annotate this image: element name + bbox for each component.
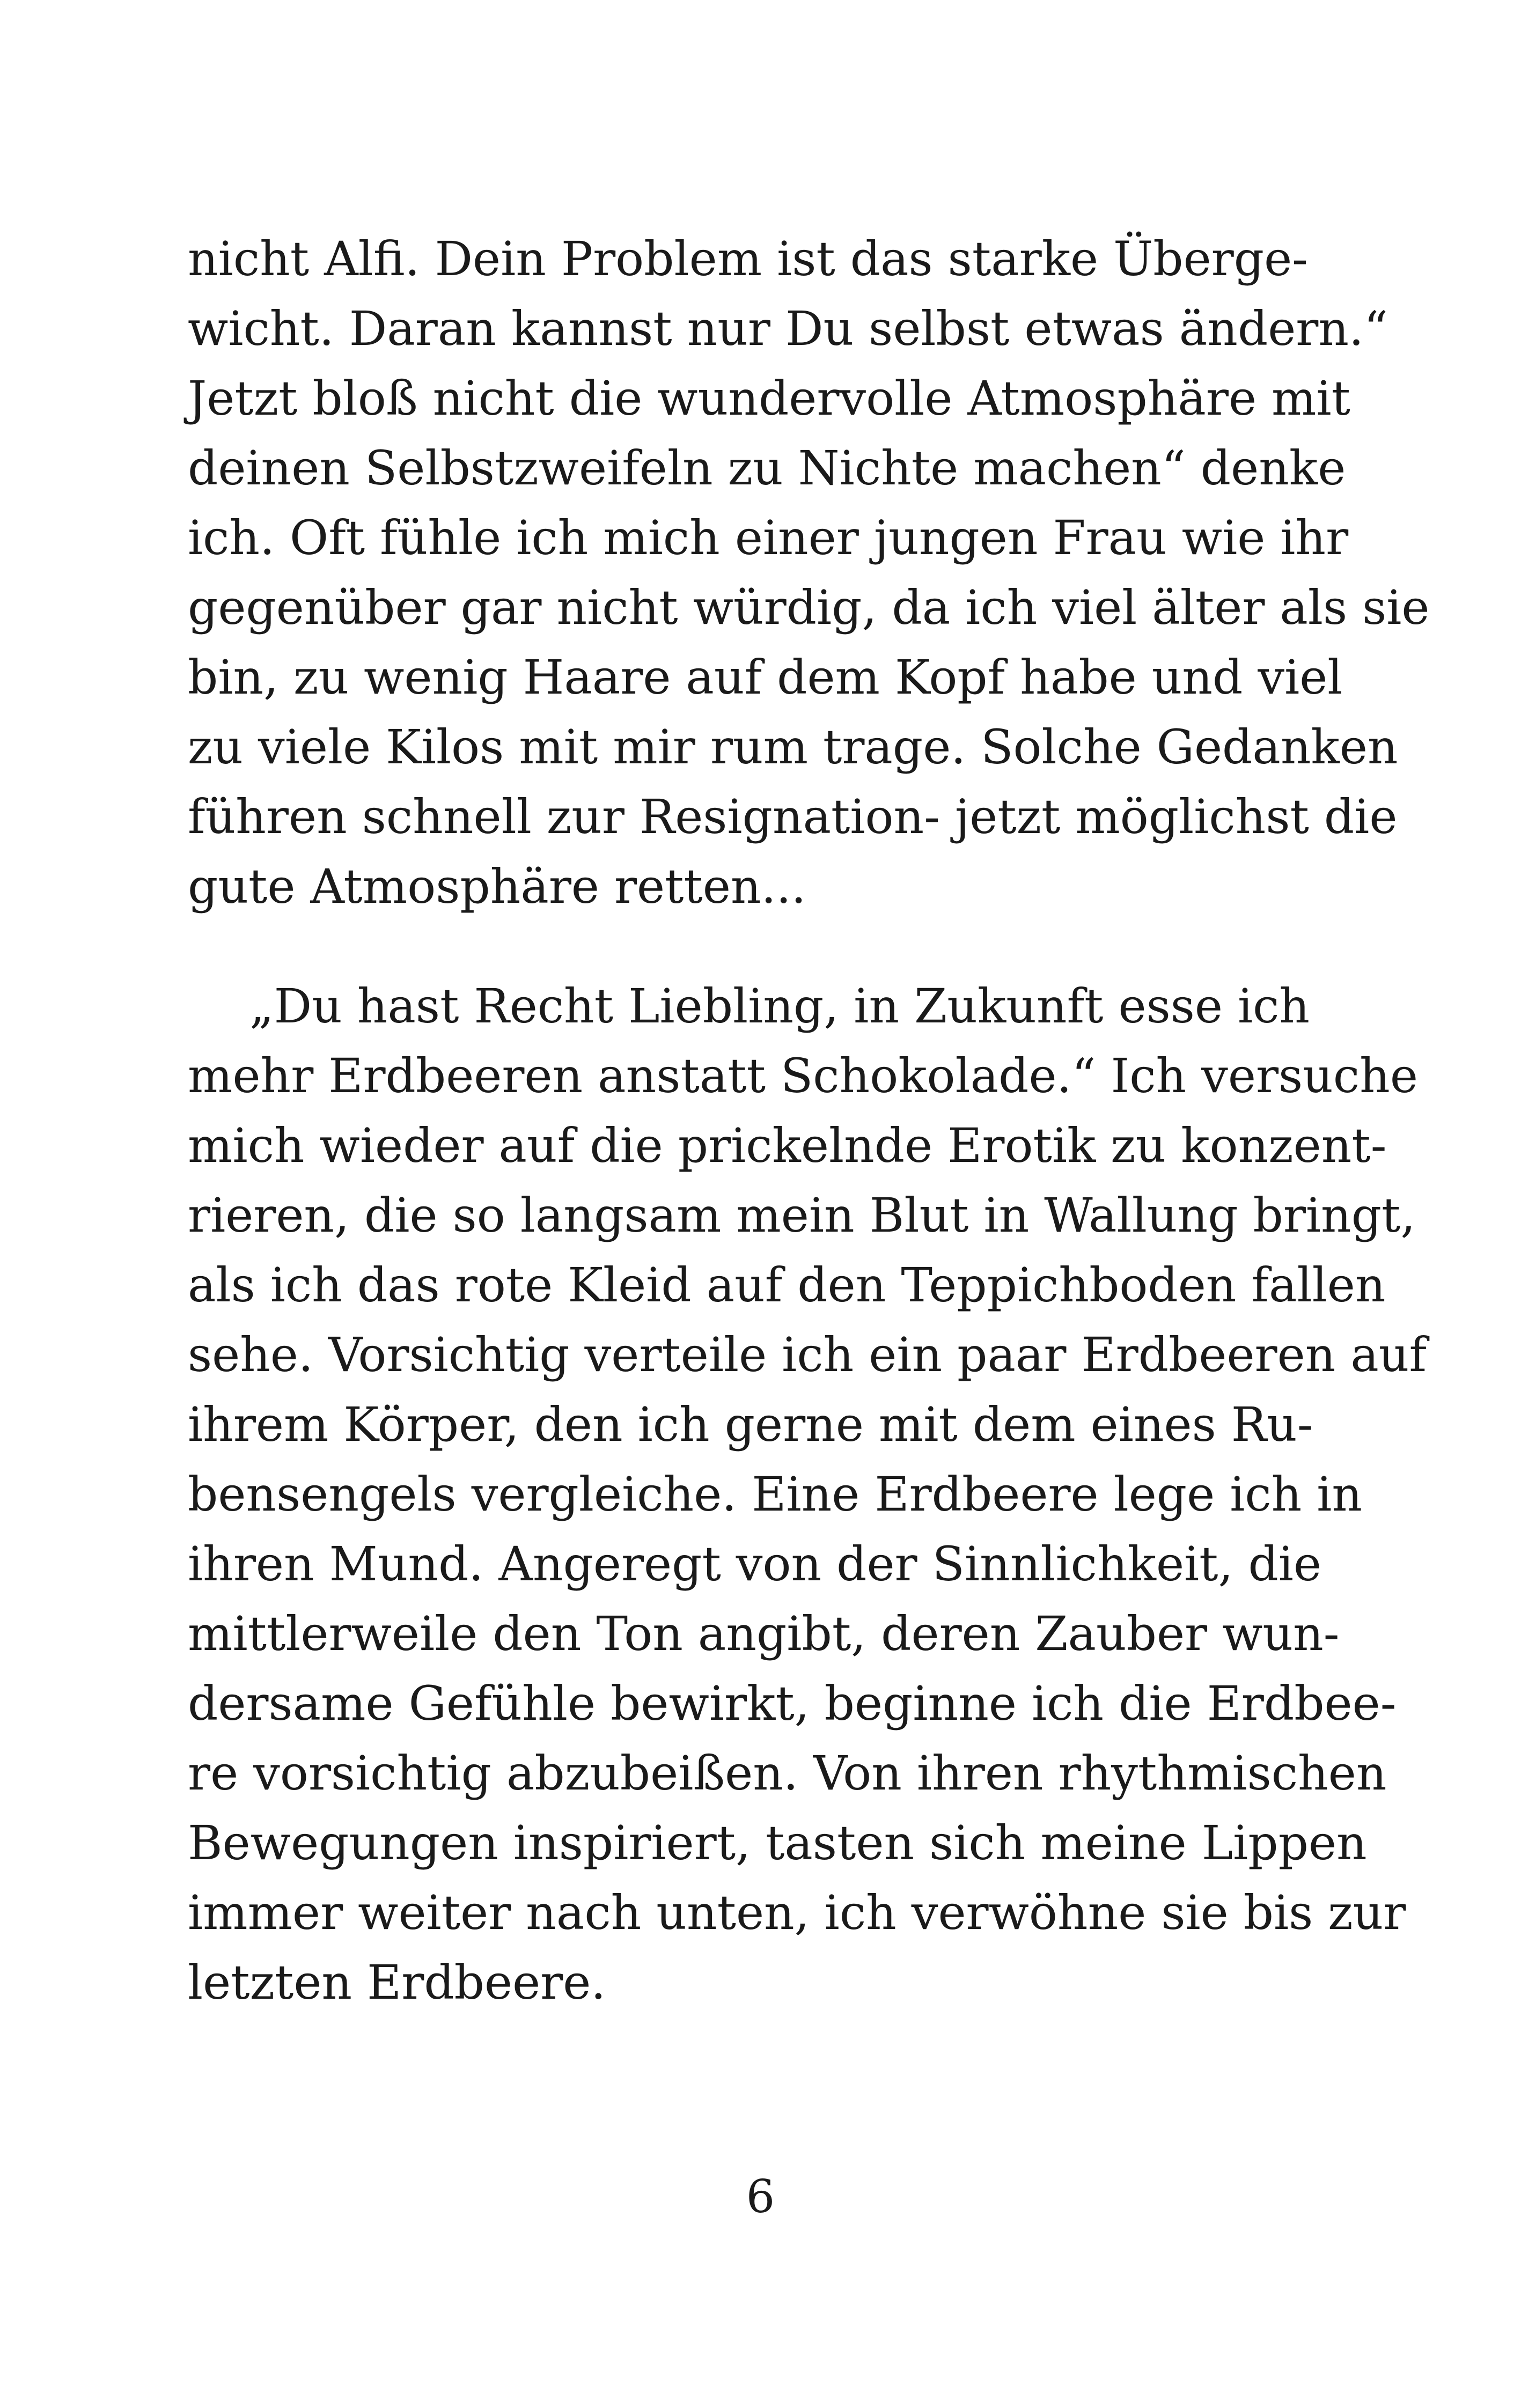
text-line: Bewegungen inspiriert, tasten sich meine Lippen	[188, 1815, 1367, 1871]
text-line: mich wieder auf die prickelnde Erotik zu konzent-	[188, 1118, 1387, 1173]
page-number: 6	[746, 2170, 775, 2223]
text-line: Jetzt bloß nicht die wundervolle Atmosphäre mit	[188, 371, 1350, 426]
text-line: gute Atmosphäre retten...	[188, 859, 806, 914]
text-line: „Du hast Recht Liebling, in Zukunft esse ich	[249, 978, 1310, 1034]
text-line: als ich das rote Kleid auf den Teppichboden fallen	[188, 1257, 1386, 1313]
paragraph-spacing	[188, 922, 1296, 971]
text-line: deinen Selbstzweifeln zu Nichte machen“ denke	[188, 440, 1346, 496]
text-line: re vorsichtig abzubeißen. Von ihren rhythmischen	[188, 1746, 1387, 1801]
text-line: ihren Mund. Angeregt von der Sinnlichkeit, die	[188, 1536, 1322, 1592]
body-text	[188, 224, 1430, 2017]
paragraph-1	[188, 224, 1430, 922]
text-line: mehr Erdbeeren anstatt Schokolade.“ Ich versuche	[188, 1048, 1418, 1103]
text-line: nicht Alfi. Dein Problem ist das starke Überge-	[188, 231, 1308, 286]
text-line: bensengels vergleiche. Eine Erdbeere lege ich in	[188, 1467, 1363, 1522]
text-line: immer weiter nach unten, ich verwöhne sie bis zur	[188, 1885, 1406, 1940]
text-line: sehe. Vorsichtig verteile ich ein paar Erdbeeren auf	[188, 1327, 1427, 1382]
text-line: zu viele Kilos mit mir rum trage. Solche Gedanken	[188, 719, 1398, 775]
text-line: wicht. Daran kannst nur Du selbst etwas ändern.“	[188, 301, 1388, 356]
text-line: dersame Gefühle bewirkt, beginne ich die Erdbee-	[188, 1676, 1397, 1731]
text-line: rieren, die so langsam mein Blut in Wallung bringt,	[188, 1188, 1416, 1243]
text-line: führen schnell zur Resignation- jetzt möglichst die	[188, 789, 1398, 844]
text-line: letzten Erdbeere.	[188, 1955, 606, 2010]
paragraph-2	[188, 971, 1427, 2017]
text-line: ich. Oft fühle ich mich einer jungen Frau wie ihr	[188, 510, 1349, 565]
text-line: gegenüber gar nicht würdig, da ich viel älter als sie	[188, 580, 1430, 635]
text-line: mittlerweile den Ton angibt, deren Zauber wun-	[188, 1606, 1340, 1661]
text-line: bin, zu wenig Haare auf dem Kopf habe und viel	[188, 650, 1343, 705]
text-line: ihrem Körper, den ich gerne mit dem eines Ru-	[188, 1397, 1313, 1452]
